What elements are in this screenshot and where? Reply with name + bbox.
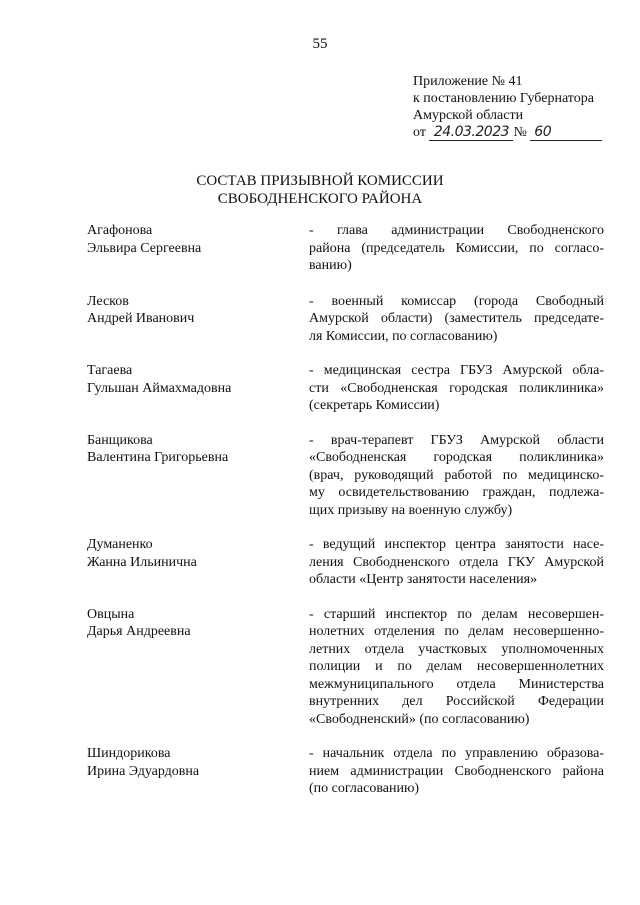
role-line: сти «Свободненская городская поликлиника»: [309, 380, 604, 396]
role-line: (по согласованию): [309, 781, 420, 796]
member-entry: [87, 536, 604, 589]
member-surname: Овцына: [87, 606, 135, 622]
role-line: - врач-терапевт ГБУЗ Амурской области: [309, 432, 604, 448]
role-line: - глава администрации Свободненского: [309, 223, 604, 238]
document-title: [0, 172, 640, 208]
role-line: (врач, руководящий работой по медицинско-: [309, 467, 604, 483]
role-line: нием администрации Свободненского района: [309, 763, 604, 779]
role-line: му освидетельствованию граждан, подлежа-: [309, 485, 604, 500]
member-role: [309, 745, 604, 798]
handwritten-date: 24.03.2023: [433, 124, 510, 140]
role-line: ванию): [309, 258, 352, 273]
role-line: области «Центр занятости населения»: [309, 572, 538, 587]
members-list: [87, 222, 604, 798]
appendix-line-3: Амурской области: [413, 108, 524, 123]
appendix-block: [413, 73, 602, 141]
member-name: [87, 362, 309, 415]
member-surname: Думаненко: [87, 537, 153, 552]
member-given-name: Валентина Григорьевна: [87, 450, 229, 465]
member-surname: Агафонова: [87, 223, 153, 238]
role-line: - военный комиссар (города Свободный: [309, 293, 604, 309]
member-name: [87, 222, 309, 275]
member-name: [87, 432, 309, 520]
member-entry: [87, 293, 604, 346]
appendix-line-2: к постановлению Губернатора: [413, 91, 594, 106]
member-surname: Лесков: [87, 293, 129, 309]
role-line: - медицинская сестра ГБУЗ Амурской обла-: [309, 363, 604, 378]
role-line: - начальник отдела по управлению образова-: [309, 746, 604, 761]
title-line-2: СВОБОДНЕНСКОГО РАЙОНА: [217, 191, 423, 207]
member-surname: Тагаева: [87, 363, 133, 378]
date-field: [429, 125, 513, 141]
number-field: [530, 125, 602, 141]
member-role: [309, 606, 604, 729]
member-entry: [87, 362, 604, 415]
from-label: от: [413, 125, 426, 140]
role-line: летних отдела участковых уполномоченных: [309, 641, 604, 657]
role-line: ления Свободненского отдела ГКУ Амурской: [309, 554, 604, 570]
role-line: - ведущий инспектор центра занятости насе-: [309, 537, 604, 552]
member-surname: Шиндорикова: [87, 746, 171, 761]
member-name: [87, 606, 309, 729]
member-entry: [87, 222, 604, 275]
member-given-name: Эльвира Сергеевна: [87, 240, 202, 256]
appendix-line-1: Приложение № 41: [413, 74, 523, 89]
member-given-name: Ирина Эдуардовна: [87, 763, 200, 779]
role-line: Амурской области) (заместитель председате-: [309, 311, 604, 326]
role-line: полиции и по делам несовершеннолетних: [309, 659, 604, 674]
role-line: - старший инспектор по делам несовершен-: [309, 606, 604, 622]
appendix-date-line: [413, 124, 602, 141]
member-role: [309, 222, 604, 275]
member-name: [87, 536, 309, 589]
role-line: «Свободненская городская поликлиника»: [309, 450, 604, 465]
member-given-name: Жанна Ильинична: [87, 554, 197, 570]
role-line: (секретарь Комиссии): [309, 398, 440, 413]
role-line: щих призыву на военную службу): [309, 502, 513, 518]
page-number: 55: [312, 36, 328, 52]
role-line: нолетних отделения по делам несовершенно-: [309, 624, 604, 639]
member-given-name: Андрей Иванович: [87, 311, 195, 326]
member-name: [87, 745, 309, 798]
member-entry: [87, 745, 604, 798]
member-surname: Банщикова: [87, 432, 153, 448]
member-role: [309, 362, 604, 415]
handwritten-number: 60: [534, 124, 552, 140]
member-name: [87, 293, 309, 346]
member-role: [309, 536, 604, 589]
role-line: внутренних дел Российской Федерации: [309, 694, 604, 709]
role-line: межмуниципального отдела Министерства: [309, 676, 604, 692]
number-label: №: [513, 125, 527, 140]
member-entry: [87, 432, 604, 520]
role-line: ля Комиссии, по согласованию): [309, 328, 498, 344]
member-role: [309, 293, 604, 346]
title-line-1: СОСТАВ ПРИЗЫВНОЙ КОМИССИИ: [196, 173, 444, 189]
member-given-name: Дарья Андреевна: [87, 624, 191, 639]
member-given-name: Гульшан Аймахмадовна: [87, 380, 232, 396]
member-entry: [87, 606, 604, 729]
role-line: района (председатель Комиссии, по согласо-: [309, 240, 604, 256]
role-line: «Свободненский» (по согласованию): [309, 711, 530, 727]
member-role: [309, 432, 604, 520]
